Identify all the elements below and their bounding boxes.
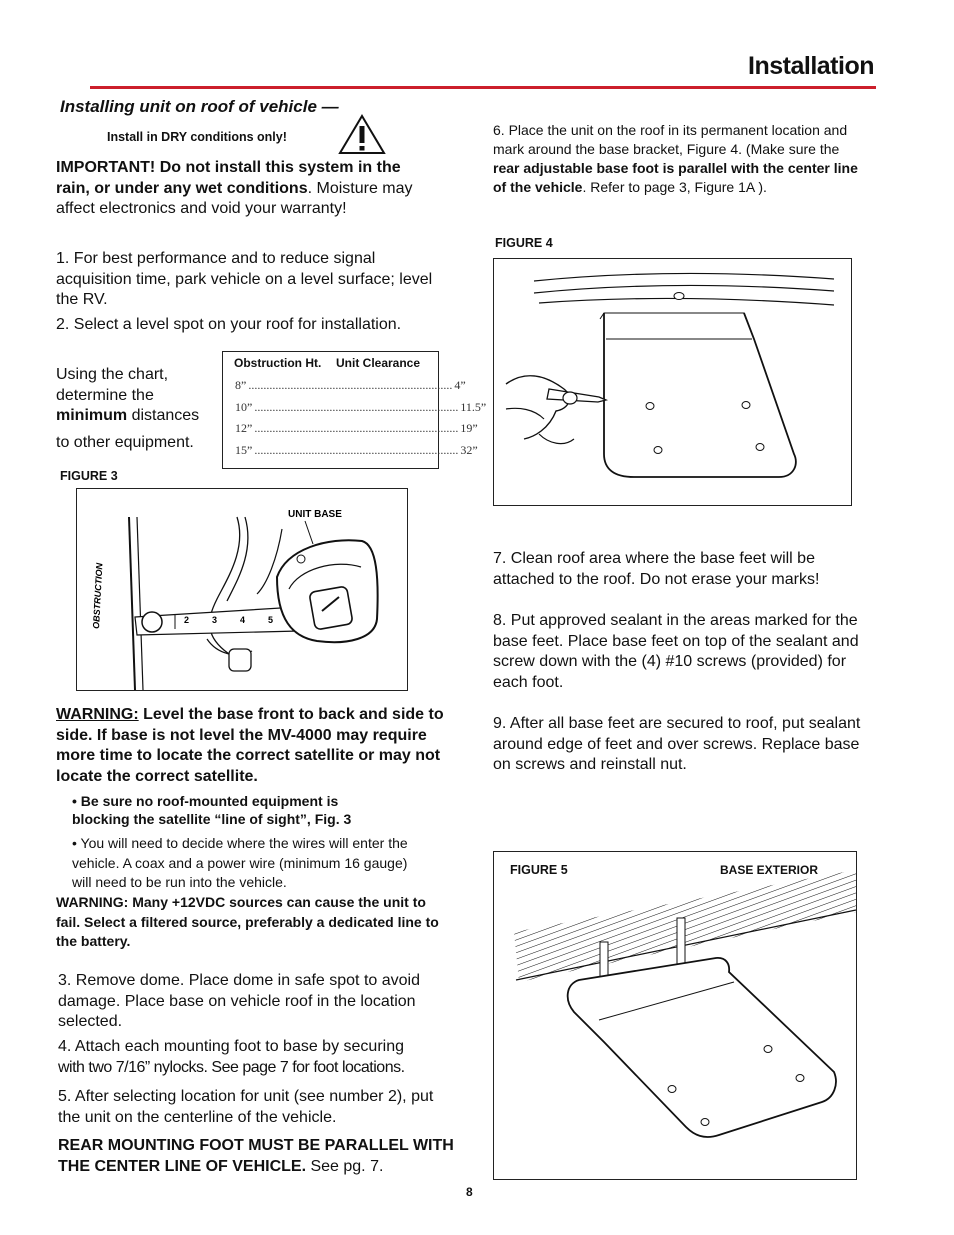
section-title: Installing unit on roof of vehicle — [60,97,339,116]
step-1: 1. For best performance and to reduce signal acquisition time, park vehicle on a level surface; level the RV. [56,250,433,308]
step-2: 2. Select a level spot on your roof for installation. [56,316,402,333]
step-3: 3. Remove dome. Place dome in safe spot to avoid damage. Place base on vehicle roof in the location selected. [58,972,420,1030]
figure-5 [493,851,857,1180]
unit-clearance: 32” [460,442,478,457]
step-4-line-1: 4. Attach each mounting foot to base by securing [58,1038,404,1055]
important-bold: IMPORTANT! Do not install this system in the rain, or under any wet conditions [56,159,401,197]
warning-triangle-icon [338,113,386,155]
unit-clearance: 19” [460,421,478,435]
clearance-table [222,351,487,469]
warning-text: Level the base front to back and side to side. If base is not level the MV-4000 may require more time to locate the correct satellite or may not locate the correct satellite. [56,706,444,785]
step-5: 5. After selecting location for unit (see number 2), put the unit on the centerline of the vehicle. [58,1088,434,1126]
obstruction-height: 8” [235,378,247,392]
figure-4-illustration [494,259,851,505]
table-header-ht: Obstruction Ht. [234,356,322,370]
step-8: 8. Put approved sealant in the areas marked for the base feet. Place base feet on top of the sealant and screw down with the (4) #10 screws (provided) for each foot. [493,612,859,691]
leader-dots: .................................................................... [254,421,459,435]
step-4 [58,1037,458,1078]
figure-3-label: FIGURE 3 [60,469,118,483]
obstruction-height: 10” [235,399,253,414]
chart-instruction [56,365,221,453]
table-row [235,399,487,415]
header-rule [90,86,876,89]
table-header-clearance: Unit Clearance [336,356,421,370]
step-7: 7. Clean roof area where the base feet will be attached to the roof. Do not erase your marks! [493,550,820,588]
step-9: 9. After all base feet are secured to roof, put sealant around edge of feet and over screws. Replace base on screws and reinstall nut. [493,715,861,773]
page-number: 8 [466,1185,473,1199]
ruler-tick-2: 2 [184,615,190,625]
ruler-tick-4: 4 [240,615,246,625]
leader-dots: .................................................................... [254,399,459,414]
warning-12vdc: WARNING: Many +12VDC sources can cause the unit to fail. Select a filtered source, preferably a dedicated line to the battery. [56,894,439,949]
obstruction-height: 15” [235,442,253,457]
chart-instruction-3: to other equipment. [56,433,194,451]
figure-5-label: FIGURE 5 [510,863,568,877]
figure-4-label: FIGURE 4 [495,236,553,250]
ruler-tick-3: 3 [212,615,218,625]
chart-instruction-1: Using the chart, determine the [56,366,169,404]
step-4-line-2: with two 7/16” nylocks. See page 7 for foot locations. [58,1058,405,1076]
step-6-bold: rear adjustable base foot is parallel with the center line of the vehicle [493,160,858,195]
figure-3 [76,488,408,691]
warning-label: WARNING: [56,706,139,723]
chart-instruction-2: distances [131,407,200,424]
base-exterior-label: BASE EXTERIOR [720,863,819,877]
bullet-wires: • You will need to decide where the wires will enter the vehicle. A coax and a power wire (minimum 16 gauge) will need to be run into the vehicle. [72,835,408,890]
leader-dots: .................................................................... [248,378,453,392]
table-row [235,378,466,393]
table-row [235,421,478,436]
ruler-tick-5: 5 [268,615,274,625]
important-rest: . Moisture may affect electronics and void your warranty! [56,179,413,217]
obstruction-label: OBSTRUCTION [91,562,105,630]
table-row [235,442,478,458]
leader-dots: .................................................................... [254,442,459,457]
step-6 [493,121,868,197]
chart-instruction-bold: minimum [56,407,128,424]
warning-level [56,705,446,787]
step-6-a: 6. Place the unit on the roof in its permanent location and mark around the base bracket, Figure 4. (Make sure the [493,122,848,157]
unit-clearance: 11.5” [460,399,487,414]
unit-base-label: UNIT BASE [288,509,342,520]
figure-3-illustration [77,489,407,690]
rear-foot-note [58,1136,458,1177]
obstruction-height: 12” [235,421,253,435]
dry-note: Install in DRY conditions only! [107,130,287,144]
rear-foot-bold: REAR MOUNTING FOOT MUST BE PARALLEL WITH THE CENTER LINE OF VEHICLE. [58,1137,454,1175]
figure-5-illustration [494,852,856,1179]
important-note [56,158,436,220]
page-title: Installation [748,52,874,80]
step-6-b: . Refer to page 3, Figure 1A ). [582,179,767,195]
figure-4 [493,258,852,506]
rear-foot-rest: See pg. 7. [306,1157,384,1175]
bullet-line-of-sight: • Be sure no roof-mounted equipment is blocking the satellite “line of sight”, Fig. 3 [72,793,352,827]
unit-clearance: 4” [454,378,466,392]
